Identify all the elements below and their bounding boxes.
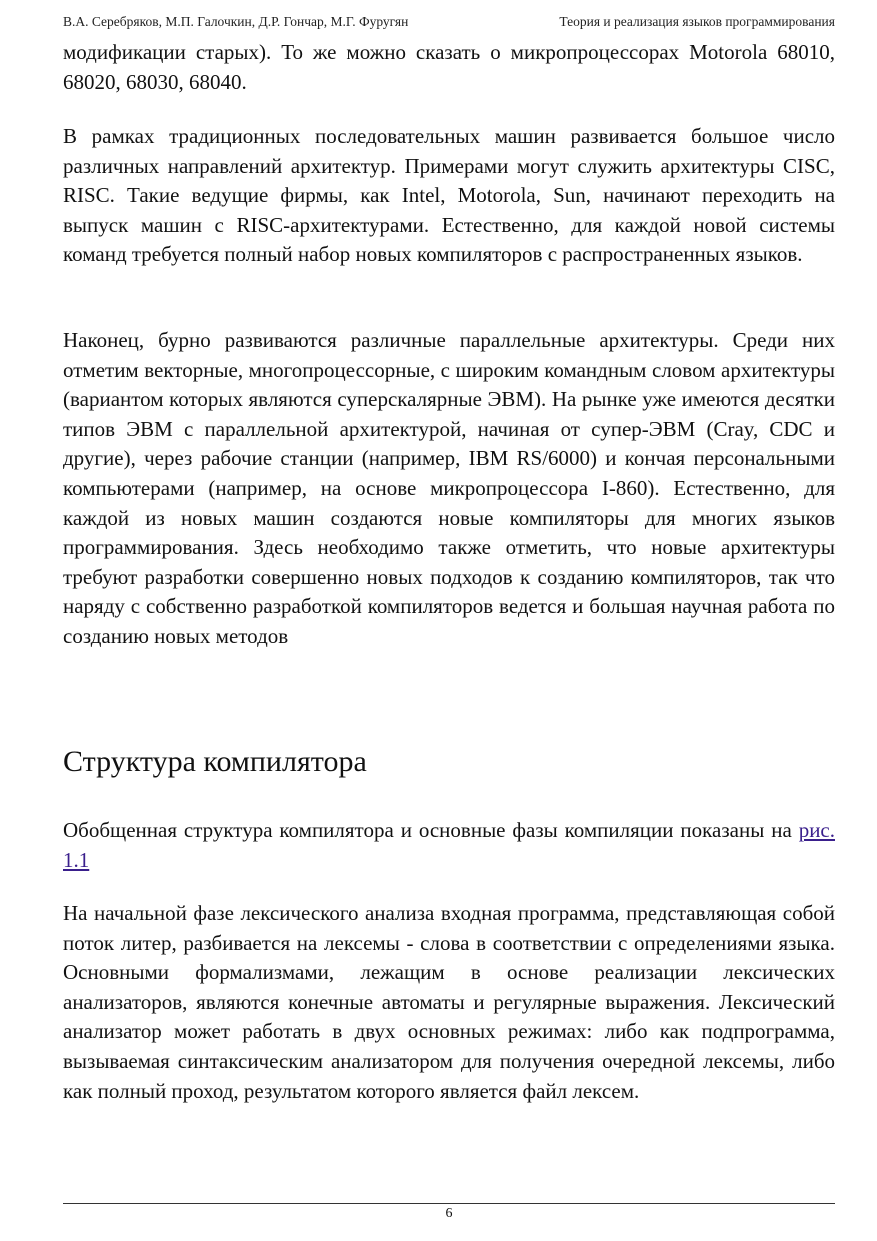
page-number: 6	[445, 1206, 453, 1221]
paragraph-continuation	[63, 38, 835, 97]
figure-link[interactable]: рис. 1.1	[63, 818, 835, 872]
footer-divider	[63, 1203, 835, 1204]
paragraph-lexical-analysis	[63, 899, 835, 1106]
section-heading: Структура компилятора	[63, 745, 367, 778]
paragraph-text: На начальной фазе лексического анализа входная программа, представляющая собой поток литер, разбивается на лексемы - слова в соответствии с определениями языка. Основными формализмами, лежащим в основе реализации лексических анализаторов, являются конечные автоматы и регулярные выражения. Лексический анализатор может работать в двух основных режимах: либо как подпрограмма, вызываемая синтаксическим анализатором для получения очередной лексемы, либо как полный проход, результатом которого является файл лексем.	[63, 901, 835, 1103]
paragraph-sequential-architectures	[63, 122, 835, 270]
paragraph-text: Наконец, бурно развиваются различные параллельные архитектуры. Среди них отметим векторные, многопроцессорные, с широким командным словом архитектуры (вариантом которых являются суперскалярные ЭВМ). На рынке уже имеются десятки типов ЭВМ с параллельной архитектурой, начиная от супер-ЭВМ (Cray, CDC и другие), через рабочие станции (например, IBM RS/6000) и кончая персональными компьютерами (например, на основе микропроцессора I-860). Естественно, для каждой из новых машин создаются новые компиляторы для многих языков программирования. Здесь необходимо также отметить, что новые архитектуры требуют разработки совершенно новых подходов к созданию компиляторов, так что наряду с собственно разработкой компиляторов ведется и большая научная работа по созданию новых методов	[63, 328, 835, 648]
paragraph-parallel-architectures	[63, 326, 835, 652]
header-book-title: Теория и реализация языков программирования	[559, 14, 835, 29]
running-header	[63, 14, 835, 34]
paragraph-text: модификации старых). То же можно сказать о микропроцессорах Motorola 68010, 68020, 68030, 68040.	[63, 40, 835, 94]
paragraph-text	[63, 816, 835, 875]
paragraph-compiler-structure	[63, 816, 835, 875]
header-authors: В.А. Серебряков, М.П. Галочкин, Д.Р. Гончар, М.Г. Фуругян	[63, 14, 409, 29]
paragraph-text: В рамках традиционных последовательных машин развивается большое число различных направлений архитектур. Примерами могут служить архитектуры CISC, RISC. Такие ведущие фирмы, как Intel, Motorola, Sun, начинают переходить на выпуск машин с RISC-архитектурами. Естественно, для каждой новой системы команд требуется полный набор новых компиляторов с распространенных языков.	[63, 124, 835, 267]
paragraph-lead-text: Обобщенная структура компилятора и основные фазы компиляции показаны на	[63, 818, 799, 842]
